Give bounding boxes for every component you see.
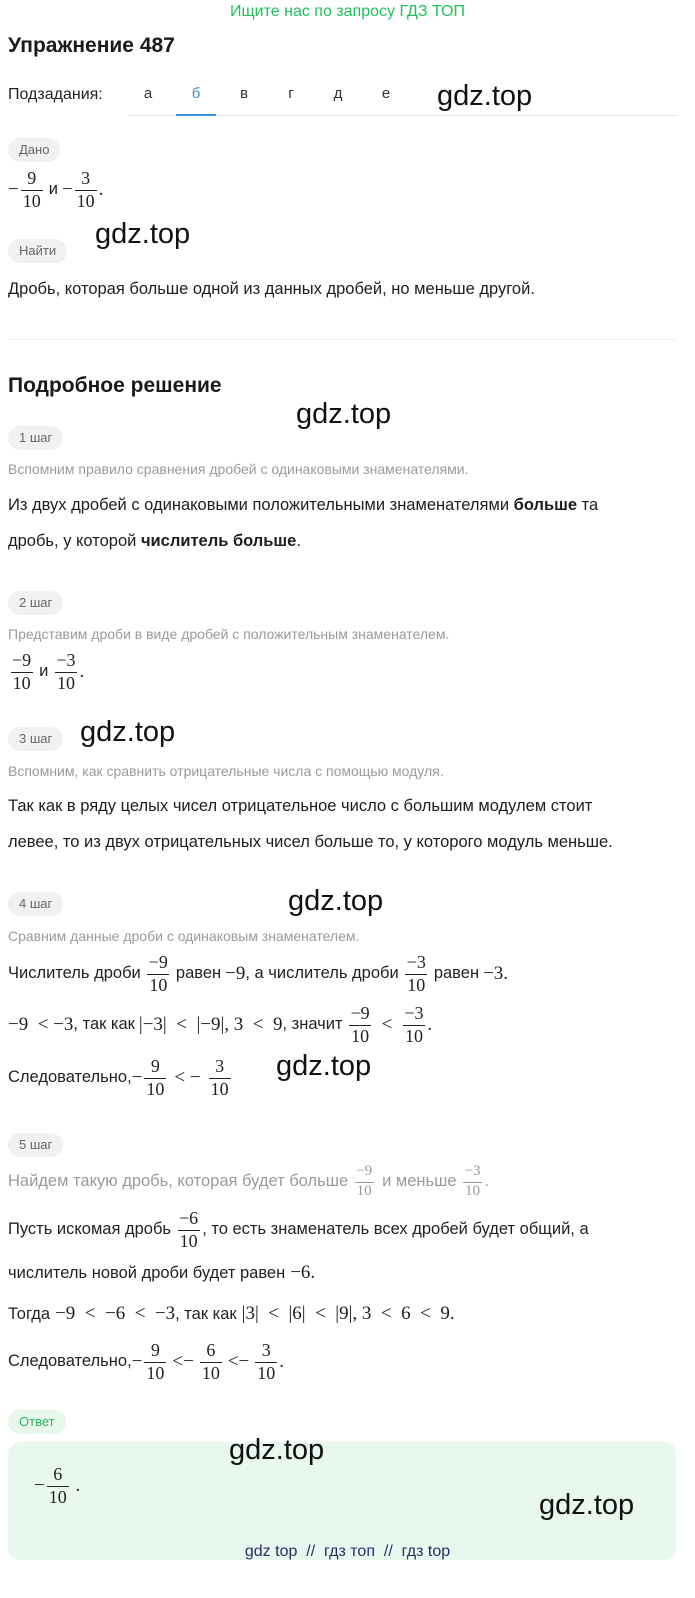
watermark: gdz.top (437, 80, 533, 112)
step4-line2: −9 < −3 , так как |−3| < |−9|, 3 < 9 , значит $\frac{-9}{10}$ < $\frac{-3}{10}$ . (8, 1003, 433, 1046)
page-title: Упражнение 487 (8, 34, 175, 57)
step5-line3: Тогда −9 < −6 < −3 , так как |3| < |6| < |9|, 3 < 6 < 9. (8, 1303, 455, 1324)
tab-d[interactable]: д (333, 85, 343, 102)
step3-hint: Вспомним, как сравнить отрицательные числа с помощью модуля. (8, 763, 444, 779)
step1-hint: Вспомним правило сравнения дробей с одинаковыми знаменателями. (8, 461, 469, 477)
tab-e[interactable]: е (381, 85, 391, 102)
step4-badge: 4 шаг (8, 892, 63, 916)
tab-v[interactable]: в (240, 85, 248, 102)
tab-g[interactable]: г (288, 85, 294, 102)
step5-line2: числитель новой дроби будет равен −6. (8, 1262, 316, 1283)
step5-badge: 5 шаг (8, 1133, 63, 1157)
step3-text: Так как в ряду целых чисел отрицательное число с большим модулем стоит (8, 797, 593, 815)
find-badge: Найти (8, 239, 67, 263)
step1-text: дробь, у которой числитель больше. (8, 532, 301, 550)
answer-badge: Ответ (8, 1410, 66, 1434)
step2-hint: Представим дроби в виде дробей с положительным знаменателем. (8, 626, 450, 642)
step4-line3: Следовательно, − $\frac{9}{10}$ < − $\frac{3}{10}$ (8, 1056, 229, 1099)
given-fractions: − $\frac{9}{10}$ и − $\frac{3}{10}$ . (8, 168, 104, 211)
step4-hint: Сравним данные дроби с одинаковым знаменателем. (8, 928, 360, 944)
watermark: gdz.top (95, 218, 191, 250)
subtask-tabs (128, 78, 676, 116)
watermark: gdz.top (539, 1489, 635, 1521)
watermark: gdz.top (276, 1050, 372, 1082)
step1-badge: 1 шаг (8, 426, 63, 450)
step5-hint: Найдем такую дробь, которая будет больше $\frac{-9}{10}$ и меньше $\frac{-3}{10}$ . (8, 1163, 490, 1199)
step2-badge: 2 шаг (8, 591, 63, 615)
solution-title: Подробное решение (8, 374, 222, 397)
step4-line1: Числитель дроби $\frac{-9}{10}$ равен −9 , а числитель дроби $\frac{-3}{10}$ равен −3. (8, 952, 509, 995)
find-text: Дробь, которая больше одной из данных дробей, но меньше другой. (8, 280, 535, 298)
search-banner[interactable]: Ищите нас по запросу ГДЗ ТОП (230, 3, 465, 20)
watermark: gdz.top (296, 398, 392, 430)
watermark: gdz.top (80, 716, 176, 748)
watermark: gdz.top (229, 1434, 325, 1466)
step2-fractions: $\frac{-9}{10}$ и $\frac{-3}{10}$ . (12, 650, 85, 693)
step1-text: Из двух дробей с одинаковыми положительными знаменателями больше та (8, 496, 599, 514)
answer-value: − $\frac{6}{10}$ . (34, 1464, 81, 1507)
tab-a[interactable]: а (143, 85, 153, 102)
subtasks-label: Подзадания: (8, 86, 103, 103)
watermark: gdz.top (288, 885, 384, 917)
divider (8, 339, 676, 340)
step3-text: левее, то из двух отрицательных чисел больше то, у которого модуль меньше. (8, 833, 613, 851)
tab-b[interactable]: б (176, 78, 216, 116)
step5-line1: Пусть искомая дробь $\frac{-6}{10}$ , то есть знаменатель всех дробей будет общий, а (8, 1208, 589, 1251)
step3-badge: 3 шаг (8, 727, 63, 751)
given-badge: Дано (8, 138, 60, 162)
footer-links[interactable]: gdz top // гдз топ // гдз top (244, 1543, 451, 1560)
step5-line4: Следовательно, − $\frac{9}{10}$ <− $\frac{6}{10}$ <− $\frac{3}{10}$ . (8, 1340, 284, 1383)
